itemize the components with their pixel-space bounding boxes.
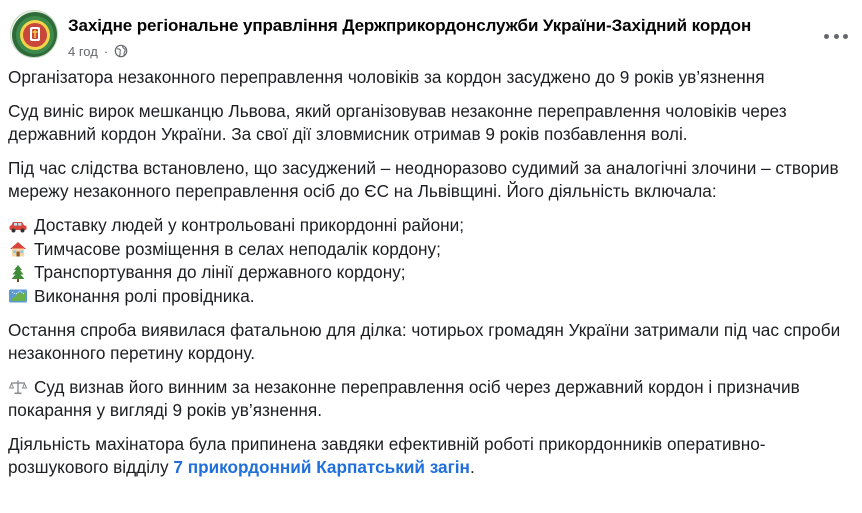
activities-list (8, 214, 854, 308)
globe-icon[interactable] (114, 44, 128, 58)
page-name-link[interactable]: Західне регіональне управління Держприкордонслужби України-Західний кордон (68, 16, 752, 35)
tree-icon (8, 264, 28, 282)
post-paragraph-detention: Остання спроба виявилася фатальною для ділка: чотирьох громадян України затримали під час спроби незаконного перетину кордону. (8, 320, 841, 363)
list-item-text: Доставку людей у контрольовані прикордонні райони; (34, 215, 465, 235)
post-paragraph-sentence (8, 376, 854, 422)
list-item (8, 238, 854, 262)
post-headline: Організатора незаконного переправлення чоловіків за кордон засуджено до 9 років ув’язнення (8, 67, 765, 87)
meta-separator: · (103, 43, 109, 59)
post-paragraph-credit (8, 433, 854, 479)
credit-end: . (469, 457, 475, 477)
list-item-text: Транспортування до лінії державного кордону; (34, 262, 406, 282)
sentence-text: Суд визнав його винним за незаконне переправлення осіб через державний кордон і призначив покарання у вигляді 9 років ув’язнення. (8, 377, 800, 420)
post-body (8, 66, 854, 490)
list-item (8, 214, 854, 238)
list-item-text: Тимчасове розміщення в селах неподалік кордону; (34, 238, 441, 259)
scales-icon (8, 379, 28, 395)
map-icon (8, 287, 28, 305)
credit-text: Діяльність махінатора була припинена завдяки ефективній роботі прикордонників оперативно-розшукового відділу (8, 434, 766, 477)
border-guard-emblem-icon (11, 11, 58, 58)
post-paragraph-investigation: Під час слідства встановлено, що засуджений – неодноразово судимий за аналогічні злочини – створив мережу незаконного переправлення осіб до ЄС на Львівщині. Його діяльність включала: (8, 158, 839, 201)
list-item (8, 261, 854, 285)
car-icon (8, 217, 28, 235)
page-avatar[interactable] (10, 10, 58, 58)
list-item-text: Виконання ролі провідника. (34, 285, 255, 306)
post-paragraph-verdict: Суд виніс вирок мешканцю Львова, який організовував незаконне переправлення чоловіків через державний кордон України. За свої дії зловмисник отримав 9 років позбавлення волі. (8, 101, 787, 144)
unit-page-link[interactable]: 7 прикордонний Карпатський загін (173, 457, 470, 477)
more-options-icon[interactable] (824, 30, 848, 42)
post-timestamp[interactable]: 4 год (68, 43, 98, 59)
list-item (8, 285, 854, 309)
post-meta (68, 43, 128, 59)
post-header (10, 10, 862, 62)
house-icon (8, 240, 28, 258)
